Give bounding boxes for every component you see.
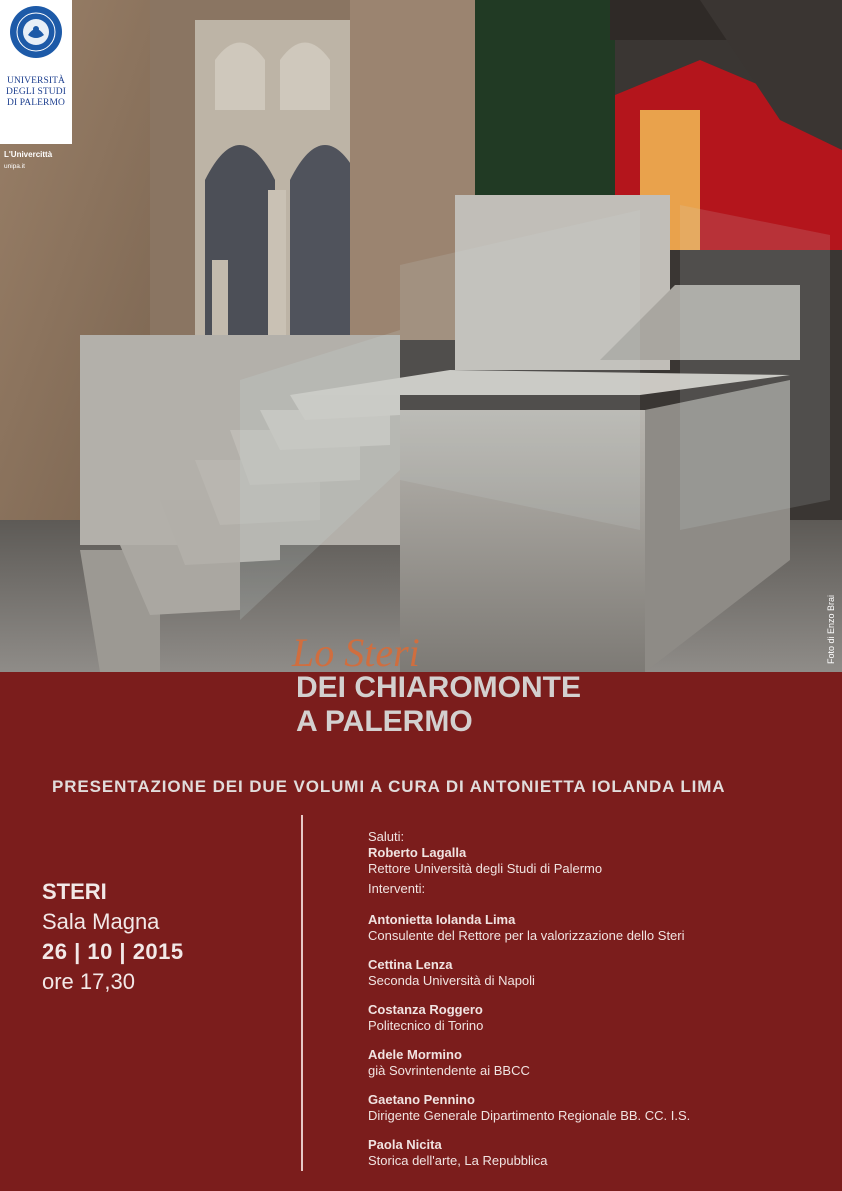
university-name-line: DI PALERMO <box>7 98 65 108</box>
university-name-line: DEGLI STUDI <box>6 87 66 97</box>
speaker-role: Rettore Università degli Studi di Palermo <box>368 861 603 876</box>
speaker-name: Costanza Roggero <box>368 1002 483 1017</box>
talks-label: Interventi: <box>368 881 426 896</box>
speaker-name: Antonietta Iolanda Lima <box>368 912 516 927</box>
university-name <box>2 76 70 109</box>
speaker-role: Consulente del Rettore per la valorizzazione dello Steri <box>368 928 685 943</box>
university-logo[interactable] <box>0 0 72 144</box>
title-line-1: DEI CHIAROMONTE <box>296 671 581 704</box>
speaker-name: Adele Mormino <box>368 1047 462 1062</box>
university-seal-icon <box>9 5 63 59</box>
photo-credit: Foto di Enzo Brai <box>826 594 836 664</box>
venue-place: STERI <box>42 879 107 904</box>
list-item <box>368 1047 828 1079</box>
list-item <box>368 1092 828 1124</box>
speaker-role: già Sovrintendente ai BBCC <box>368 1063 530 1078</box>
venue-room: Sala Magna <box>42 909 160 934</box>
title-main <box>296 671 581 739</box>
speaker-role: Dirigente Generale Dipartimento Regionale BB. CC. I.S. <box>368 1108 691 1123</box>
speaker-role: Storica dell'arte, La Repubblica <box>368 1153 548 1168</box>
university-tagline: L'Univercittà <box>4 150 53 159</box>
speaker-role: Politecnico di Torino <box>368 1018 484 1033</box>
speaker-name: Roberto Lagalla <box>368 845 467 860</box>
title-script: Lo Steri <box>292 630 420 675</box>
event-subtitle: PRESENTAZIONE DEI DUE VOLUMI A CURA DI ANTONIETTA IOLANDA LIMA <box>52 777 726 796</box>
list-item <box>368 912 828 944</box>
list-item <box>368 1137 828 1169</box>
speaker-name: Gaetano Pennino <box>368 1092 475 1107</box>
venue-block <box>42 877 184 997</box>
list-item <box>368 957 828 989</box>
speaker-role: Seconda Università di Napoli <box>368 973 535 988</box>
university-website-link[interactable]: unipa.it <box>4 163 25 170</box>
speaker-name: Paola Nicita <box>368 1137 442 1152</box>
program-list <box>368 829 828 1182</box>
greetings-label: Saluti: <box>368 829 405 844</box>
event-date: 26 | 10 | 2015 <box>42 939 184 964</box>
list-item <box>368 845 828 877</box>
event-time: ore 17,30 <box>42 969 135 994</box>
university-name-line: UNIVERSITÀ <box>7 76 65 86</box>
speaker-name: Cettina Lenza <box>368 957 453 972</box>
column-divider <box>301 815 303 1171</box>
list-item <box>368 1002 828 1034</box>
title-line-2: A PALERMO <box>296 705 473 738</box>
